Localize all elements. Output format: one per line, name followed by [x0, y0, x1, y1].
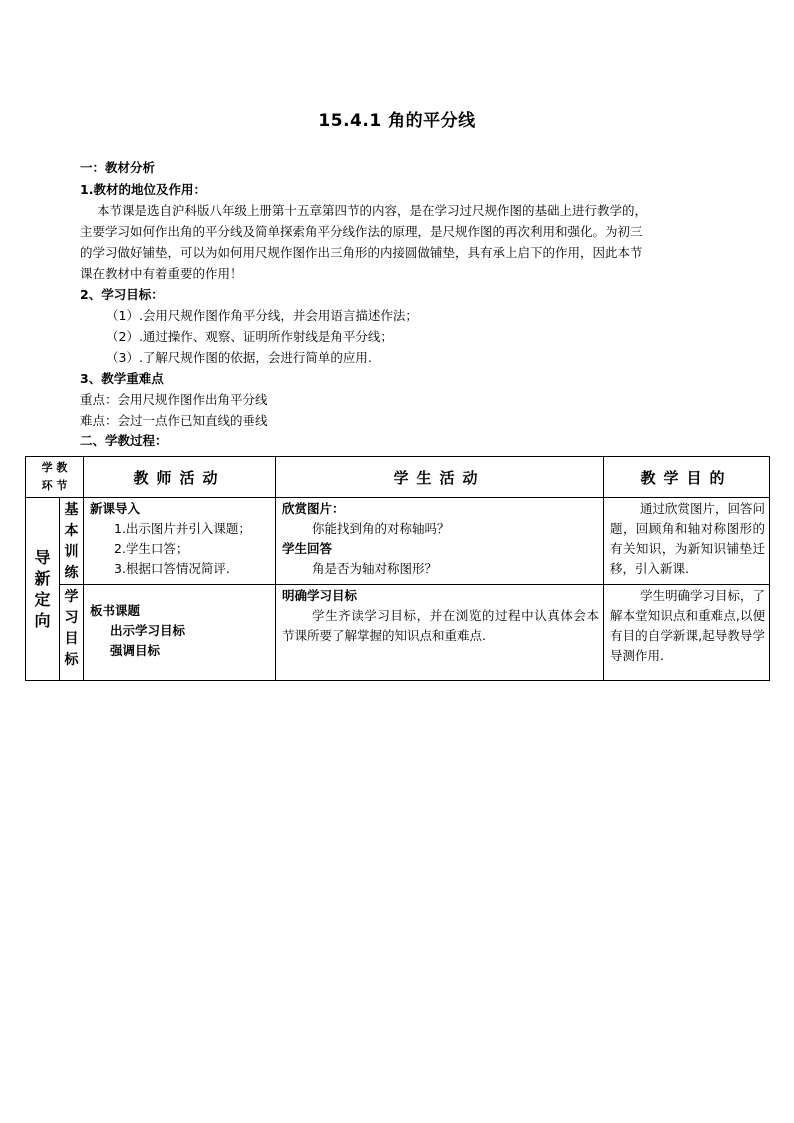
- header-stage: [26, 457, 84, 498]
- teacher-activity-cell: [84, 585, 276, 681]
- lesson-process-table: [25, 456, 770, 681]
- teacher-activity-item: 强调目标: [110, 643, 161, 658]
- sub-stage-char: 标: [64, 652, 79, 668]
- student-activity-text: 你能找到角的对称轴吗？: [312, 521, 450, 536]
- sub-stage-char: 训: [64, 544, 79, 560]
- sub-stage-basic-training: [60, 498, 84, 585]
- section-heading-analysis: 一：教材分析: [80, 160, 156, 175]
- student-activity-title: 学生回答: [282, 541, 333, 556]
- student-activity-cell: [276, 498, 604, 585]
- table-row: [26, 498, 770, 585]
- teacher-activity-item: 2.学生口答；: [114, 541, 189, 556]
- table-row: [26, 585, 770, 681]
- sub-stage-char: 练: [64, 565, 79, 581]
- document-title: 15.4.1 角的平分线: [318, 111, 476, 131]
- objective-item: （1）.会用尺规作图作角平分线，并会用语言描述作法；: [106, 308, 418, 323]
- sub-stage-learning-objectives: [60, 585, 84, 681]
- sub-stage-char: 本: [64, 523, 79, 539]
- teaching-purpose-cell: 学生明确学习目标，了解本堂知识点和重难点,以便有目的自学新课,起导教导学导测作用.: [604, 585, 770, 681]
- student-activity-cell: [276, 585, 604, 681]
- table-header-row: [26, 457, 770, 498]
- paragraph-line: 的学习做好铺垫，可以为如何用尺规作图作出三角形的内接圆做铺垫，具有承上启下的作用，因此本节: [80, 245, 643, 260]
- sub-stage-char: 习: [64, 610, 79, 626]
- stage-char: 新: [34, 569, 51, 588]
- header-teacher-activity: 教师活动: [84, 457, 276, 498]
- header-stage-line: 环 节: [41, 479, 68, 492]
- teacher-activity-title: 板书课题: [90, 603, 141, 618]
- header-student-activity: 学生活动: [276, 457, 604, 498]
- sub-stage-char: 学: [64, 589, 79, 605]
- difficult-point: 难点：会过一点作已知直线的垂线: [80, 413, 268, 428]
- paragraph-line: 主要学习如何作出角的平分线及简单探索角平分线作法的原理，是尺规作图的再次利用和强化。为初三: [80, 224, 643, 239]
- subheading-status: 1.教材的地位及作用：: [80, 182, 206, 197]
- student-activity-text: 学生齐读学习目标，并在浏览的过程中认真体会本节课所要了解掌握的知识点和重难点.: [282, 608, 599, 643]
- student-activity-title: 欣赏图片：: [282, 501, 345, 516]
- stage-char: 导: [34, 548, 51, 567]
- teacher-activity-item: 出示学习目标: [110, 623, 186, 638]
- teacher-activity-title: 新课导入: [90, 501, 141, 516]
- header-stage-line: 学 教: [41, 461, 68, 474]
- paragraph-line: 本节课是选自沪科版八年级上册第十五章第四节的内容，是在学习过尺规作图的基础上进行教学的，: [97, 203, 648, 218]
- objective-item: （3）.了解尺规作图的依据，会进行简单的应用.: [106, 350, 372, 365]
- stage-char: 定: [34, 590, 51, 609]
- stage-char: 向: [34, 611, 51, 630]
- section-heading-process: 二、学教过程：: [80, 433, 168, 448]
- subheading-key-points: 3、教学重难点: [80, 371, 164, 386]
- key-point: 重点：会用尺规作图作出角平分线: [80, 392, 268, 407]
- sub-stage-char: 目: [64, 631, 79, 647]
- subheading-objectives: 2、学习目标：: [80, 287, 164, 302]
- teaching-purpose-cell: 通过欣赏图片，回答问题，回顾角和轴对称图形的有关知识，为新知识铺垫迁移，引入新课.: [604, 498, 770, 585]
- stage-label-cell: [26, 498, 60, 681]
- header-teaching-purpose: 教学目的: [604, 457, 770, 498]
- sub-stage-char: 基: [64, 502, 79, 518]
- paragraph-line: 课在教材中有着重要的作用！: [80, 266, 243, 281]
- objective-item: （2）.通过操作、观察、证明所作射线是角平分线；: [106, 329, 393, 344]
- teacher-activity-item: 1.出示图片并引入课题；: [114, 521, 251, 536]
- student-activity-title: 明确学习目标: [282, 588, 358, 603]
- teacher-activity-cell: [84, 498, 276, 585]
- teacher-activity-item: 3.根据口答情况简评.: [114, 561, 230, 576]
- student-activity-text: 角是否为轴对称图形？: [312, 561, 438, 576]
